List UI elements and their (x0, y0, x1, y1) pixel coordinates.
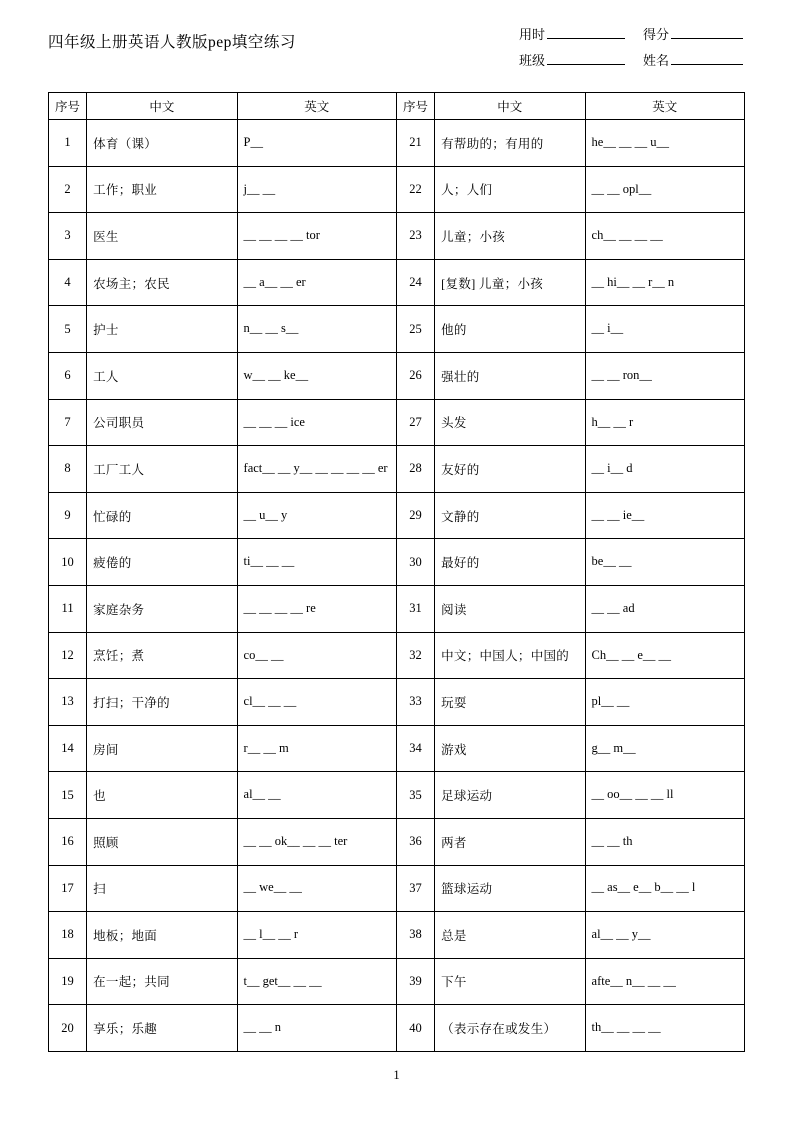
table-row (49, 259, 745, 306)
row-number-right: 28 (396, 446, 434, 493)
english-blank-right[interactable]: __ __ ron__ (585, 352, 744, 399)
field-score-label: 得分 (642, 27, 669, 42)
english-blank-right[interactable]: al__ __ y__ (585, 912, 744, 959)
table-row (49, 446, 745, 493)
table-row (49, 679, 745, 726)
row-number-left: 3 (49, 213, 87, 260)
row-number-left: 9 (49, 492, 87, 539)
field-score-blank[interactable] (671, 25, 743, 39)
english-blank-left[interactable]: fact__ __ y__ __ __ __ __ er (237, 446, 396, 493)
chinese-left: 公司职员 (87, 399, 237, 446)
chinese-left: 房间 (87, 725, 237, 772)
chinese-left: 家庭杂务 (87, 585, 237, 632)
table-row (49, 306, 745, 353)
chinese-right: 他的 (435, 306, 585, 353)
english-blank-right[interactable]: __ hi__ __ r__ n (585, 259, 744, 306)
row-number-right: 37 (396, 865, 434, 912)
english-blank-left[interactable]: __ u__ y (237, 492, 396, 539)
field-class (519, 48, 625, 74)
chinese-left: 工厂工人 (87, 446, 237, 493)
english-blank-left[interactable]: r__ __ m (237, 725, 396, 772)
row-number-left: 5 (49, 306, 87, 353)
row-number-right: 27 (396, 399, 434, 446)
row-number-right: 23 (396, 213, 434, 260)
english-blank-left[interactable]: P__ (237, 120, 396, 167)
page-header (48, 22, 745, 84)
header-field-row-1 (519, 22, 743, 48)
row-number-left: 11 (49, 585, 87, 632)
col-header-chinese-left: 中文 (87, 93, 237, 120)
chinese-right: 文静的 (435, 492, 585, 539)
english-blank-right[interactable]: afte__ n__ __ __ (585, 958, 744, 1005)
row-number-left: 20 (49, 1005, 87, 1052)
row-number-left: 8 (49, 446, 87, 493)
row-number-left: 10 (49, 539, 87, 586)
row-number-left: 13 (49, 679, 87, 726)
english-blank-left[interactable]: t__ get__ __ __ (237, 958, 396, 1005)
english-blank-left[interactable]: __ __ __ __ tor (237, 213, 396, 260)
chinese-left: 体育（课） (87, 120, 237, 167)
chinese-right: 有帮助的；有用的 (435, 120, 585, 167)
chinese-right: 头发 (435, 399, 585, 446)
col-header-no-right: 序号 (396, 93, 434, 120)
chinese-left: 在一起；共同 (87, 958, 237, 1005)
chinese-right: 两者 (435, 818, 585, 865)
english-blank-right[interactable]: g__ m__ (585, 725, 744, 772)
table-row (49, 772, 745, 819)
row-number-right: 24 (396, 259, 434, 306)
chinese-left: 照顾 (87, 818, 237, 865)
row-number-right: 40 (396, 1005, 434, 1052)
table-row (49, 818, 745, 865)
row-number-left: 1 (49, 120, 87, 167)
field-name-blank[interactable] (671, 51, 743, 65)
english-blank-right[interactable]: __ i__ d (585, 446, 744, 493)
table-row (49, 865, 745, 912)
chinese-left: 打扫；干净的 (87, 679, 237, 726)
table-row (49, 585, 745, 632)
row-number-right: 38 (396, 912, 434, 959)
row-number-left: 6 (49, 352, 87, 399)
english-blank-left[interactable]: ti__ __ __ (237, 539, 396, 586)
chinese-right: 强壮的 (435, 352, 585, 399)
chinese-left: 疲倦的 (87, 539, 237, 586)
english-blank-right[interactable]: th__ __ __ __ (585, 1005, 744, 1052)
english-blank-right[interactable]: __ __ ie__ (585, 492, 744, 539)
english-blank-right[interactable]: pl__ __ (585, 679, 744, 726)
chinese-left: 扫 (87, 865, 237, 912)
chinese-right: （表示存在或发生） (435, 1005, 585, 1052)
english-blank-left[interactable]: __ __ n (237, 1005, 396, 1052)
english-blank-left[interactable]: n__ __ s__ (237, 306, 396, 353)
english-blank-left[interactable]: __ __ __ __ re (237, 585, 396, 632)
english-blank-left[interactable]: co__ __ (237, 632, 396, 679)
header-field-row-2 (519, 48, 743, 74)
chinese-right: 下午 (435, 958, 585, 1005)
row-number-right: 22 (396, 166, 434, 213)
chinese-right: 中文；中国人；中国的 (435, 632, 585, 679)
english-blank-right[interactable]: __ oo__ __ __ ll (585, 772, 744, 819)
field-name-label: 姓名 (642, 53, 669, 68)
chinese-right: 友好的 (435, 446, 585, 493)
chinese-left: 工人 (87, 352, 237, 399)
table-row (49, 539, 745, 586)
row-number-left: 17 (49, 865, 87, 912)
chinese-right: 游戏 (435, 725, 585, 772)
row-number-right: 34 (396, 725, 434, 772)
table-row (49, 1005, 745, 1052)
row-number-right: 33 (396, 679, 434, 726)
col-header-english-left: 英文 (237, 93, 396, 120)
row-number-right: 35 (396, 772, 434, 819)
chinese-right: 总是 (435, 912, 585, 959)
row-number-right: 25 (396, 306, 434, 353)
english-blank-left[interactable]: __ l__ __ r (237, 912, 396, 959)
vocabulary-table (48, 92, 745, 1052)
field-class-blank[interactable] (547, 51, 625, 65)
chinese-right: 足球运动 (435, 772, 585, 819)
row-number-right: 31 (396, 585, 434, 632)
table-row (49, 399, 745, 446)
field-time-used-blank[interactable] (547, 25, 625, 39)
english-blank-right[interactable]: ch__ __ __ __ (585, 213, 744, 260)
chinese-right: 阅读 (435, 585, 585, 632)
english-blank-left[interactable]: __ we__ __ (237, 865, 396, 912)
chinese-left: 护士 (87, 306, 237, 353)
chinese-right: 篮球运动 (435, 865, 585, 912)
table-row (49, 725, 745, 772)
english-blank-left[interactable]: j__ __ (237, 166, 396, 213)
field-score (643, 22, 743, 48)
row-number-left: 7 (49, 399, 87, 446)
field-class-label: 班级 (518, 53, 545, 68)
table-row (49, 166, 745, 213)
row-number-left: 16 (49, 818, 87, 865)
row-number-right: 32 (396, 632, 434, 679)
col-header-english-right: 英文 (585, 93, 744, 120)
row-number-left: 18 (49, 912, 87, 959)
row-number-right: 39 (396, 958, 434, 1005)
chinese-left: 工作；职业 (87, 166, 237, 213)
english-blank-left[interactable]: __ __ __ ice (237, 399, 396, 446)
chinese-right: 最好的 (435, 539, 585, 586)
page-title: 四年级上册英语人教版pep填空练习 (48, 34, 296, 51)
table-row (49, 120, 745, 167)
table-row (49, 912, 745, 959)
english-blank-right[interactable]: __ as__ e__ b__ __ l (585, 865, 744, 912)
english-blank-left[interactable]: al__ __ (237, 772, 396, 819)
row-number-left: 15 (49, 772, 87, 819)
english-blank-left[interactable]: __ a__ __ er (237, 259, 396, 306)
english-blank-right[interactable]: h__ __ r (585, 399, 744, 446)
row-number-left: 12 (49, 632, 87, 679)
row-number-right: 26 (396, 352, 434, 399)
row-number-right: 29 (396, 492, 434, 539)
row-number-right: 36 (396, 818, 434, 865)
col-header-no-left: 序号 (49, 93, 87, 120)
table-row (49, 213, 745, 260)
english-blank-right[interactable]: __ __ ad (585, 585, 744, 632)
chinese-left: 也 (87, 772, 237, 819)
chinese-right: [复数] 儿童；小孩 (435, 259, 585, 306)
page-number: 1 (393, 1068, 400, 1082)
row-number-left: 19 (49, 958, 87, 1005)
chinese-left: 医生 (87, 213, 237, 260)
table-row (49, 632, 745, 679)
field-name (643, 48, 743, 74)
chinese-right: 儿童；小孩 (435, 213, 585, 260)
chinese-right: 人；人们 (435, 166, 585, 213)
chinese-left: 农场主；农民 (87, 259, 237, 306)
english-blank-right[interactable]: __ __ th (585, 818, 744, 865)
chinese-left: 忙碌的 (87, 492, 237, 539)
chinese-left: 享乐；乐趣 (87, 1005, 237, 1052)
table-header-row (49, 93, 745, 120)
english-blank-right[interactable]: __ __ opl__ (585, 166, 744, 213)
row-number-left: 4 (49, 259, 87, 306)
english-blank-left[interactable]: __ __ ok__ __ __ ter (237, 818, 396, 865)
english-blank-right[interactable]: he__ __ __ u__ (585, 120, 744, 167)
row-number-left: 14 (49, 725, 87, 772)
table-row (49, 352, 745, 399)
chinese-left: 烹饪；煮 (87, 632, 237, 679)
table-row (49, 958, 745, 1005)
row-number-right: 21 (396, 120, 434, 167)
header-fields (519, 22, 745, 74)
col-header-chinese-right: 中文 (435, 93, 585, 120)
field-time-used (519, 22, 625, 48)
english-blank-right[interactable]: Ch__ __ e__ __ (585, 632, 744, 679)
english-blank-left[interactable]: cl__ __ __ (237, 679, 396, 726)
english-blank-left[interactable]: w__ __ ke__ (237, 352, 396, 399)
row-number-left: 2 (49, 166, 87, 213)
field-time-used-label: 用时 (518, 27, 545, 42)
table-row (49, 492, 745, 539)
english-blank-right[interactable]: __ i__ (585, 306, 744, 353)
chinese-left: 地板；地面 (87, 912, 237, 959)
chinese-right: 玩耍 (435, 679, 585, 726)
row-number-right: 30 (396, 539, 434, 586)
english-blank-right[interactable]: be__ __ (585, 539, 744, 586)
